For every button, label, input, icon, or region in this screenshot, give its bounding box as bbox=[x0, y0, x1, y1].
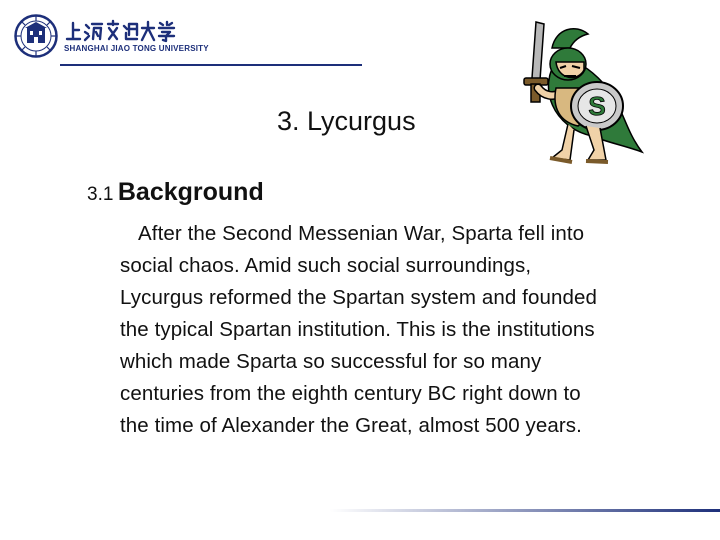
university-name-calligraphy bbox=[64, 19, 176, 43]
body-line: After the Second Messenian War, Sparta fell into bbox=[138, 222, 585, 245]
body-line: the time of Alexander the Great, almost 500 years. bbox=[120, 414, 582, 437]
section-number: 3.1 bbox=[87, 184, 114, 205]
header-divider bbox=[60, 64, 362, 66]
body-line: which made Sparta so successful for so many bbox=[120, 350, 542, 373]
university-emblem-icon bbox=[14, 14, 58, 58]
slide-title: 3. Lycurgus bbox=[277, 106, 416, 136]
body-line: Lycurgus reformed the Spartan system and founded bbox=[120, 286, 597, 309]
body-line: social chaos. Amid such social surroundings, bbox=[120, 254, 532, 277]
section-heading bbox=[87, 178, 264, 207]
shield-letter: S bbox=[588, 91, 606, 121]
body-line: the typical Spartan institution. This is the institutions bbox=[120, 318, 595, 341]
body-line: centuries from the eighth century BC right down to bbox=[120, 382, 581, 405]
footer-divider bbox=[330, 509, 720, 512]
university-logo bbox=[14, 14, 209, 58]
section-label: Background bbox=[117, 178, 264, 206]
body-paragraph bbox=[120, 218, 690, 442]
spartan-warrior-mascot-icon bbox=[496, 18, 644, 168]
university-name-english: SHANGHAI JIAO TONG UNIVERSITY bbox=[64, 44, 209, 53]
